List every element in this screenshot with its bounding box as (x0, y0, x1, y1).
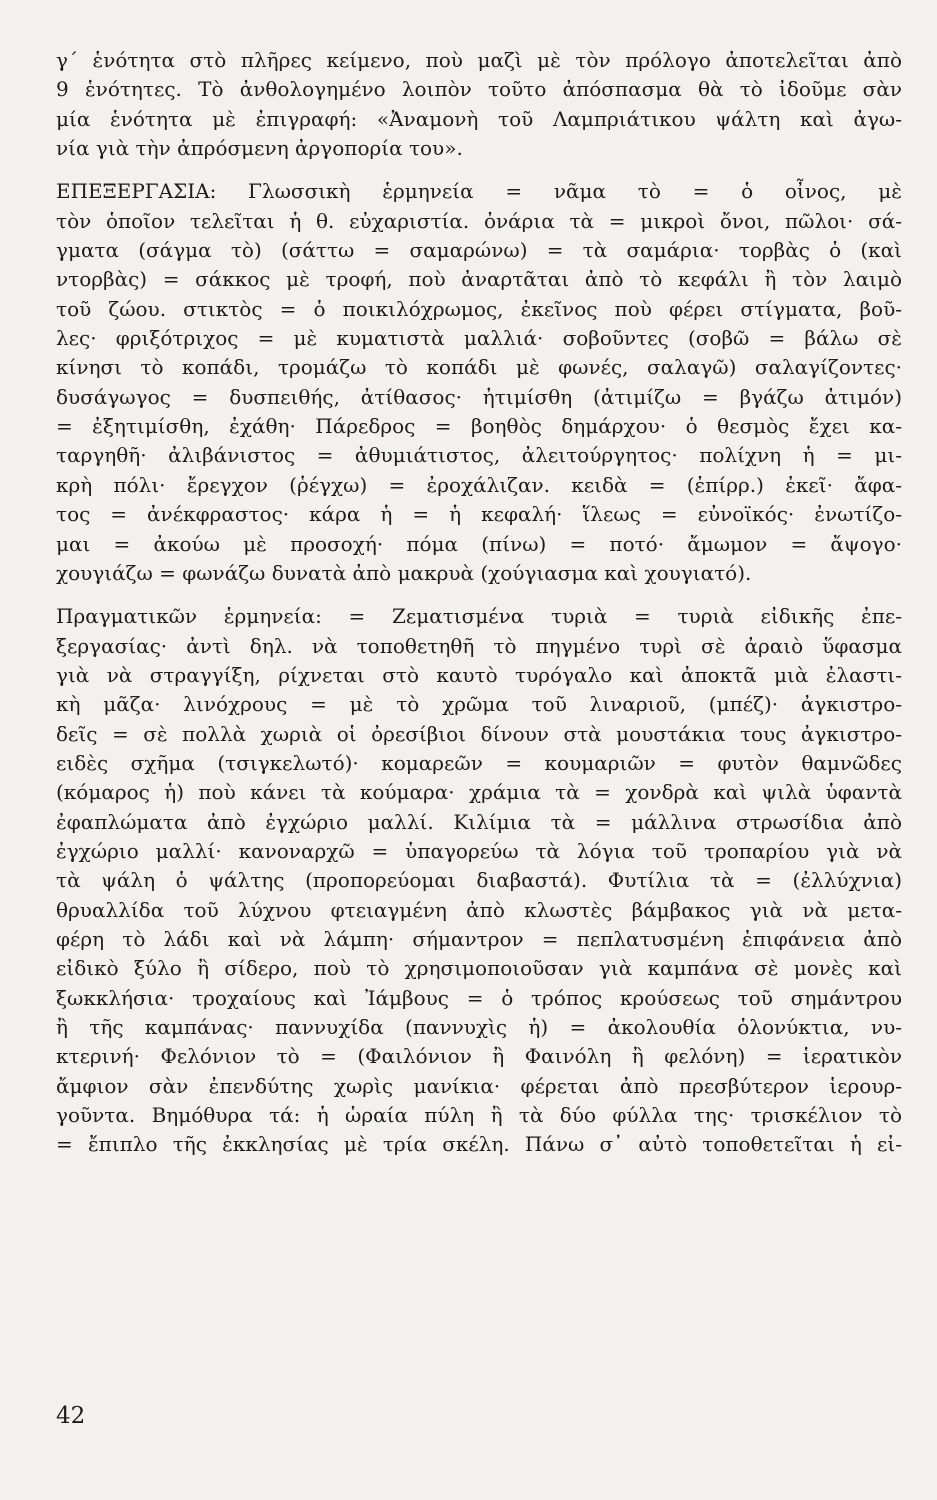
text-line (56, 265, 902, 294)
text-line-content: γιὰ νὰ στραγγίξη, ρίχνεται στὸ καυτὸ τυρόγαλο καὶ ἀποκτᾶ μιὰ ἐλαστι- (56, 662, 902, 687)
text-line (56, 471, 902, 500)
text-line (56, 1101, 902, 1130)
text-line (56, 412, 902, 441)
text-line-content: τοῦ ζώου. στικτὸς = ὁ ποικιλόχρωμος, ἐκεῖνος ποὺ φέρει στίγματα, βοῦ- (56, 296, 902, 321)
text-line-content: τὰ ψάλη ὁ ψάλτης (προπορεύομαι διαβαστά). Φυτίλια τὰ = (ἐλλύχνια) (56, 868, 902, 893)
text-line (56, 632, 902, 661)
text-line-content: ντορβὰς) = σάκκος μὲ τροφή, ποὺ ἀναρτᾶται ἀπὸ τὸ κεφάλι ἢ τὸν λαιμὸ (56, 267, 902, 292)
text-line-content: ἐγχώριο μαλλί· κανοναρχῶ = ὑπαγορεύω τὰ λόγια τοῦ τροπαρίου γιὰ νὰ (56, 838, 902, 863)
text-line-content: κὴ μᾶζα· λινόχρους = μὲ τὸ χρῶμα τοῦ λιναριοῦ, (μπέζ)· ἀγκιστρο- (56, 692, 902, 717)
text-line (56, 925, 902, 954)
text-line (56, 324, 902, 353)
text-line-content: μαι = ἀκούω μὲ προσοχή· πόμα (πίνω) = ποτό· ἄμωμον = ἄψογο· (56, 531, 902, 556)
text-line (56, 778, 902, 807)
text-line (56, 46, 902, 75)
text-line (56, 105, 902, 134)
text-line (56, 602, 902, 631)
text-line (56, 177, 902, 206)
text-line-content: φέρη τὸ λάδι καὶ νὰ λάμπη· σήμαντρον = πεπλατυσμένη ἐπιφάνεια ἀπὸ (56, 926, 902, 951)
text-line-content: Πραγματικῶν ἑρμηνεία: = Ζεματισμένα τυριὰ = τυριὰ εἰδικῆς ἐπε- (56, 604, 902, 629)
page-body (56, 46, 902, 1160)
text-line (56, 1013, 902, 1042)
text-line (56, 559, 902, 588)
text-line-content: = ἐξητιμίσθη, ἐχάθη· Πάρεδρος = βοηθὸς δημάρχου· ὁ θεσμὸς ἔχει κα- (56, 414, 902, 439)
text-line-content: τος = ἀνέκφραστος· κάρα ἡ = ἡ κεφαλή· ἵλεως = εὐνοϊκός· ἐνωτίζο- (56, 502, 902, 527)
text-line-content: (κόμαρος ἡ) ποὺ κάνει τὰ κούμαρα· χράμια τὰ = χονδρὰ καὶ ψιλὰ ὑφαντὰ (56, 780, 902, 805)
text-line (56, 207, 902, 236)
text-line-content: γματα (σάγμα τὸ) (σάττω = σαμαρώνω) = τὰ σαμάρια· τορβὰς ὁ (καὶ (56, 238, 902, 263)
text-line (56, 661, 902, 690)
text-line (56, 134, 902, 163)
text-line-content: κίνησι τὸ κοπάδι, τρομάζω τὸ κοπάδι μὲ φωνές, σαλαγῶ) σαλαγίζοντες· (56, 355, 902, 380)
text-line (56, 984, 902, 1013)
text-line-content: ξεργασίας· ἀντὶ δηλ. νὰ τοποθετηθῆ τὸ πηγμένο τυρὶ σὲ ἀραιὸ ὕφασμα (56, 633, 902, 658)
text-line-content: μία ἑνότητα μὲ ἐπιγραφή: «Ἀναμονὴ τοῦ Λαμπριάτικου ψάλτη καὶ ἀγω- (56, 106, 902, 131)
text-line-content: εἰδικὸ ξύλο ἢ σίδερο, ποὺ τὸ χρησιμοποιοῦσαν γιὰ καμπάνα σὲ μονὲς καὶ (56, 956, 902, 981)
text-line (56, 1130, 902, 1159)
paragraph-factual-interpretation (56, 602, 902, 1160)
paragraph-gap (56, 163, 902, 177)
text-line (56, 500, 902, 529)
text-line (56, 749, 902, 778)
text-line (56, 866, 902, 895)
text-line-content: 9 ἑνότητες. Τὸ ἀνθολογημένο λοιπὸν τοῦτο ἀπόσπασμα θὰ τὸ ἰδοῦμε σὰν (56, 77, 902, 102)
text-line-content: δυσάγωγος = δυσπειθής, ἀτίθασος· ἠτιμίσθη (ἀτιμίζω = βγάζω ἀτιμόν) (56, 384, 902, 409)
text-line (56, 295, 902, 324)
text-line-content: γοῦντα. Βημόθυρα τά: ἡ ὡραία πύλη ἢ τὰ δύο φύλλα της· τρισκέλιον τὸ (56, 1103, 902, 1128)
text-line (56, 896, 902, 925)
text-line (56, 690, 902, 719)
text-line-content: ΕΠΕΞΕΡΓΑΣΙΑ: Γλωσσικὴ ἑρμηνεία = νᾶμα τὸ = ὁ οἶνος, μὲ (56, 179, 902, 204)
text-line-content: δεῖς = σὲ πολλὰ χωριὰ οἱ ὀρεσίβιοι δίνουν στὰ μουστάκια τους ἀγκιστρο- (56, 721, 902, 746)
text-line-content: κρὴ πόλι· ἔρεγχον (ῥέγχω) = ἐροχάλιζαν. κειδὰ = (ἐπίρρ.) ἐκεῖ· ἄφα- (56, 472, 902, 497)
text-line (56, 954, 902, 983)
text-line (56, 837, 902, 866)
text-line (56, 383, 902, 412)
text-line (56, 75, 902, 104)
text-line-content: ειδὲς σχῆμα (τσιγκελωτό)· κομαρεῶν = κουμαριῶν = φυτὸν θαμνῶδες (56, 750, 902, 775)
text-line-content: ἄμφιον σὰν ἐπενδύτης χωρὶς μανίκια· φέρεται ἀπὸ πρεσβύτερον ἱερουρ- (56, 1073, 902, 1098)
text-line (56, 441, 902, 470)
text-line-content: τὸν ὁποῖον τελεῖται ἡ θ. εὐχαριστία. ὀνάρια τὰ = μικροὶ ὄνοι, πῶλοι· σά- (56, 208, 902, 233)
paragraph-gap (56, 588, 902, 602)
page-number: 42 (56, 1403, 86, 1429)
text-line (56, 1072, 902, 1101)
text-line-content: χουγιάζω = φωνάζω δυνατὰ ἀπὸ μακρυὰ (χούγιασμα καὶ χουγιατό). (56, 560, 752, 585)
text-line-content: ἢ τῆς καμπάνας· παννυχίδα (παννυχὶς ἡ) = ἀκολουθία ὁλονύκτια, νυ- (56, 1015, 902, 1039)
text-line-content: νία γιὰ τὴν ἀπρόσμενη ἀργοπορία του». (56, 136, 463, 161)
text-line (56, 353, 902, 382)
paragraph-linguistic-interpretation (56, 177, 902, 588)
text-line-content: γ΄ ἑνότητα στὸ πλῆρες κείμενο, ποὺ μαζὶ μὲ τὸν πρόλογο ἀποτελεῖται ἀπὸ (56, 48, 902, 72)
text-line (56, 1042, 902, 1071)
text-line-content: ξωκκλήσια· τροχαίους καὶ Ἰάμβους = ὁ τρόπος κρούσεως τοῦ σημάντρου (56, 985, 902, 1010)
text-line-content: = ἔπιπλο τῆς ἐκκλησίας μὲ τρία σκέλη. Πάνω σ᾿ αὐτὸ τοποθετεῖται ἡ εἰ- (56, 1132, 902, 1157)
text-line-content: λες· φριξότριχος = μὲ κυματιστὰ μαλλιά· σοβοῦντες (σοβῶ = βάλω σὲ (56, 326, 902, 351)
text-line (56, 720, 902, 749)
text-line (56, 236, 902, 265)
text-line (56, 530, 902, 559)
text-line-content: θρυαλλίδα τοῦ λύχνου φτειαγμένη ἀπὸ κλωστὲς βάμβακος γιὰ νὰ μετα- (56, 897, 902, 922)
text-line (56, 808, 902, 837)
text-line-content: ταργηθῆ· ἀλιβάνιστος = ἀθυμιάτιστος, ἀλειτούργητος· πολίχνη ἡ = μι- (56, 443, 902, 468)
paragraph-intro (56, 46, 902, 163)
text-line-content: ἐφαπλώματα ἀπὸ ἐγχώριο μαλλί. Κιλίμια τὰ = μάλλινα στρωσίδια ἀπὸ (56, 809, 902, 834)
text-line-content: κτερινή· Φελόνιον τὸ = (Φαιλόνιον ἢ Φαινόλη ἢ φελόνη) = ἱερατικὸν (56, 1044, 902, 1069)
